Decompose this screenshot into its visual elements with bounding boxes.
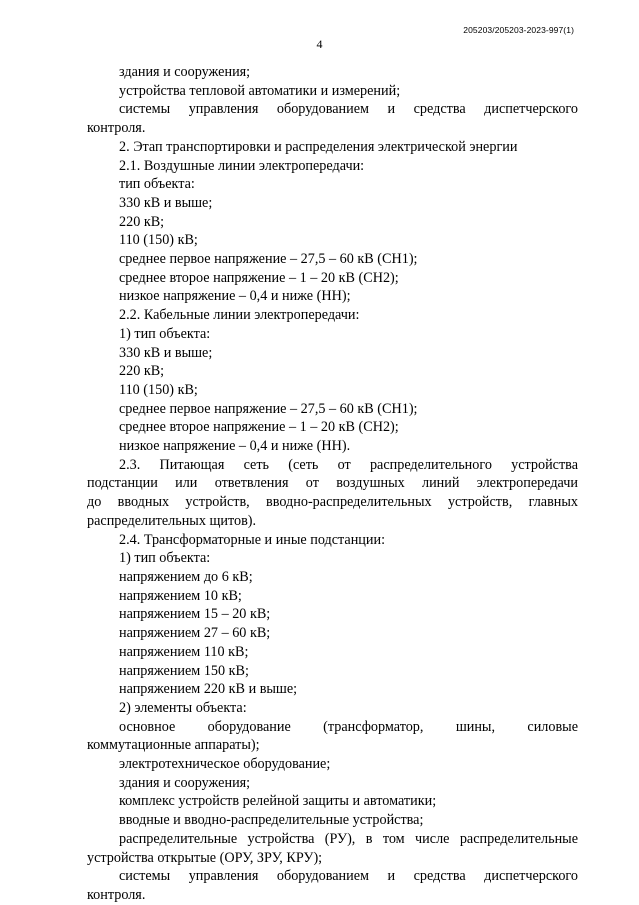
- list-item: 110 (150) кВ;: [119, 381, 198, 398]
- list-item: основное оборудование (трансформатор, шины, силовые: [119, 718, 578, 735]
- list-item: 1) тип объекта:: [119, 550, 211, 567]
- list-item: системы управления оборудованием и средства диспетчерского: [119, 868, 578, 885]
- list-item: напряжением 10 кВ;: [119, 587, 242, 604]
- list-item: напряжением 150 кВ;: [119, 662, 249, 679]
- subsection-heading: 2.3. Питающая сеть (сеть от распределительного устройства: [119, 456, 578, 473]
- list-item: напряжением 220 кВ и выше;: [119, 681, 298, 698]
- list-item: электротехническое оборудование;: [119, 756, 331, 773]
- list-item: напряжением 110 кВ;: [119, 643, 249, 660]
- page-number: 4: [316, 37, 323, 51]
- list-item: 220 кВ;: [119, 213, 165, 230]
- paragraph-line: до вводных устройств, вводно-распределительных устройств, главных: [87, 494, 578, 511]
- section-heading: 2. Этап транспортировки и распределения электрической энергии: [119, 138, 518, 155]
- list-item-continuation: устройства открытые (ОРУ, ЗРУ, КРУ);: [87, 849, 323, 866]
- list-item: напряжением до 6 кВ;: [119, 568, 253, 585]
- list-item-continuation: контроля.: [87, 886, 146, 903]
- list-item: среднее первое напряжение – 27,5 – 60 кВ (СН1);: [119, 400, 418, 417]
- list-item: среднее второе напряжение – 1 – 20 кВ (СН2);: [119, 419, 399, 436]
- list-item-continuation: контроля.: [87, 120, 146, 137]
- list-item-continuation: коммутационные аппараты);: [87, 737, 260, 754]
- document-id: 205203/205203-2023-997(1): [463, 25, 574, 35]
- list-item: 2) элементы объекта:: [119, 699, 247, 716]
- list-item: напряжением 15 – 20 кВ;: [119, 606, 271, 623]
- list-item: низкое напряжение – 0,4 и ниже (НН).: [119, 438, 351, 455]
- list-item: здания и сооружения;: [119, 64, 251, 80]
- list-item: устройства тепловой автоматики и измерений;: [119, 82, 401, 99]
- paragraph-line: распределительных щитов).: [87, 512, 257, 529]
- list-item: 110 (150) кВ;: [119, 232, 198, 249]
- list-item: вводные и вводно-распределительные устройства;: [119, 812, 424, 829]
- subsection-heading: 2.2. Кабельные линии электропередачи:: [119, 307, 360, 324]
- subsection-heading: 2.4. Трансформаторные и иные подстанции:: [119, 531, 386, 548]
- list-item: тип объекта:: [119, 176, 195, 193]
- subsection-heading: 2.1. Воздушные линии электропередачи:: [119, 157, 365, 174]
- list-item: низкое напряжение – 0,4 и ниже (НН);: [119, 288, 351, 305]
- list-item: 220 кВ;: [119, 363, 165, 380]
- list-item: напряжением 27 – 60 кВ;: [119, 625, 271, 642]
- list-item: 1) тип объекта:: [119, 325, 211, 342]
- list-item: здания и сооружения;: [119, 774, 251, 791]
- list-item: распределительные устройства (РУ), в том числе распределительные: [119, 830, 578, 847]
- list-item: 330 кВ и выше;: [119, 194, 213, 211]
- list-item: среднее первое напряжение – 27,5 – 60 кВ (СН1);: [119, 251, 418, 268]
- list-item: системы управления оборудованием и средства диспетчерского: [119, 101, 578, 118]
- document-body: [87, 63, 578, 905]
- list-item: комплекс устройств релейной защиты и автоматики;: [119, 793, 437, 810]
- paragraph-line: подстанции или ответвления от воздушных линий электропередачи: [87, 475, 578, 492]
- list-item: 330 кВ и выше;: [119, 344, 213, 361]
- list-item: среднее второе напряжение – 1 – 20 кВ (СН2);: [119, 269, 399, 286]
